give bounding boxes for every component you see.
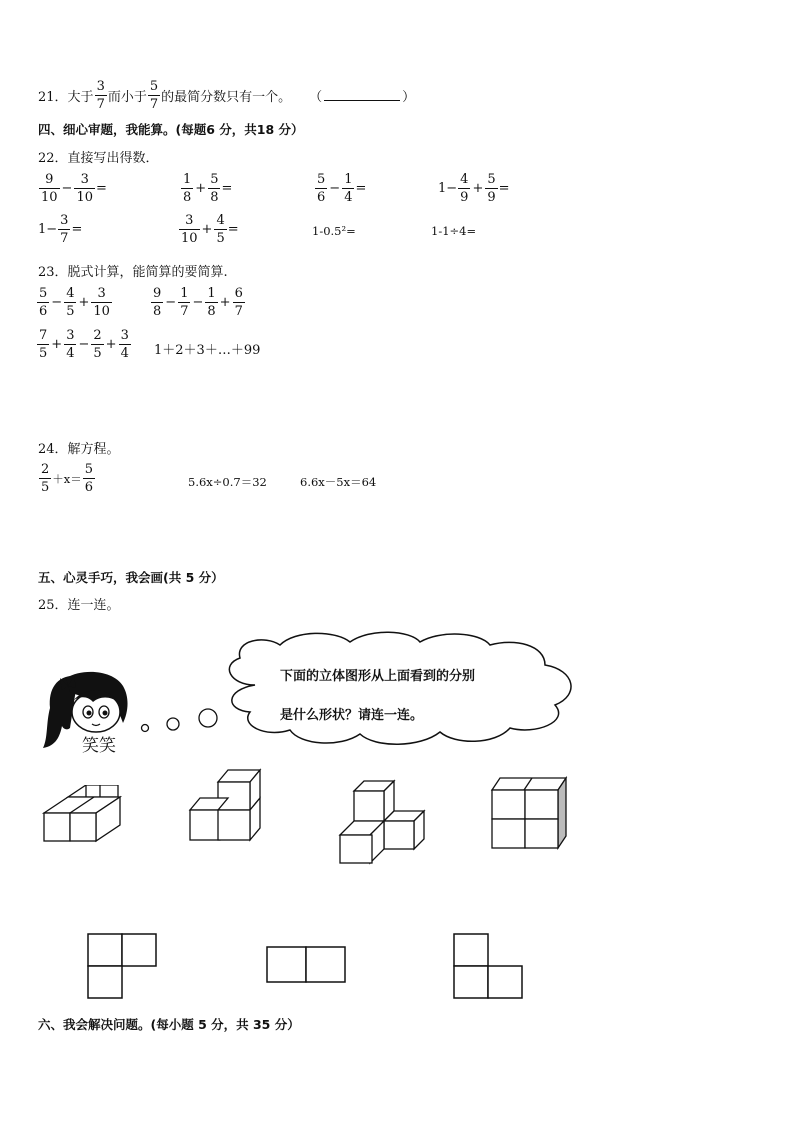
solid-figure-1 [42,785,132,845]
q21-prefix: 大于 [67,90,94,105]
section-4-heading: 四、细心审题，我能算。(每题6 分，共18 分） [38,122,304,137]
solid-figure-3 [338,777,428,867]
top-view-shape-1 [86,932,158,1000]
q22-item-3: $\frac{5}{6}$ − $\frac{1}{4}$ = [317,172,367,205]
q22-item-6: $\frac{3}{10}$ + $\frac{4}{5}$ = [181,213,239,246]
q23-expression-4: 1＋2＋3＋…＋99 [154,343,261,358]
q23-expression-2: $\frac{9}{8}$ − $\frac{1}{7}$ − $\frac{1}{8}$ + $\frac{6}{7}$ [153,286,243,319]
cloud-text-line-2: 是什么形状？请连一连。 [280,708,424,723]
q24-title: 24．解方程。 [38,442,120,457]
cloud-speech-bubble [215,630,585,750]
q21-paren-close: ） [402,90,416,105]
q22-item-5: 1− $\frac{3}{7}$ = [38,213,83,246]
q21-fraction-2: $\frac{5}{7}$ [149,79,159,112]
q21-mid: 而小于 [107,90,147,105]
q23-title: 23．脱式计算，能简算的要简算. [38,265,228,280]
q23-expression-3: $\frac{7}{5}$ + $\frac{3}{4}$ − $\frac{2}{5}$ + $\frac{3}{4}$ [39,328,129,361]
q25-title: 25．连一连。 [38,598,120,613]
solid-figure-4 [490,776,570,851]
q22-item-4: 1− $\frac{4}{9}$ + $\frac{5}{9}$ = [438,172,510,205]
q22-item-7: 1-0.5²= [312,224,356,238]
q24-equation-2: 5.6x÷0.7＝32 [188,475,267,489]
cloud-text-line-1: 下面的立体图形从上面看到的分别 [280,669,476,684]
q21-answer-blank[interactable] [324,90,400,101]
q24-equation-1: $\frac{2}{5}$ ＋x＝ $\frac{5}{6}$ [41,462,94,495]
q21-paren-open: （ [309,90,323,105]
solid-figure-2 [188,768,268,843]
section-5-heading: 五、心灵手巧，我会画(共 5 分） [38,570,224,585]
section-6-heading: 六、我会解决问题。(每小题 5 分，共 35 分） [38,1017,300,1032]
top-view-shape-3 [452,932,524,1000]
q24-equation-3: 6.6x－5x＝64 [300,475,377,489]
q21-number: 21． [38,90,68,105]
q21-fraction-1: $\frac{3}{7}$ [96,79,105,112]
q21-suffix: 的最简分数只有一个。 [161,90,292,105]
q22-item-1: $\frac{9}{10}$ − $\frac{3}{10}$ = [41,172,107,205]
question-21 [38,80,415,111]
q22-title: 22．直接写出得数． [38,151,159,166]
girl-label: 笑笑 [82,736,116,756]
q22-item-2: $\frac{1}{8}$ + $\frac{5}{8}$ = [183,172,233,205]
top-view-shape-2 [265,945,347,985]
thought-bubbles [135,700,225,740]
q23-expression-1: $\frac{5}{6}$ − $\frac{4}{5}$ + $\frac{3}{10}$ [39,286,110,319]
q22-item-8: 1-1÷4= [431,224,477,238]
